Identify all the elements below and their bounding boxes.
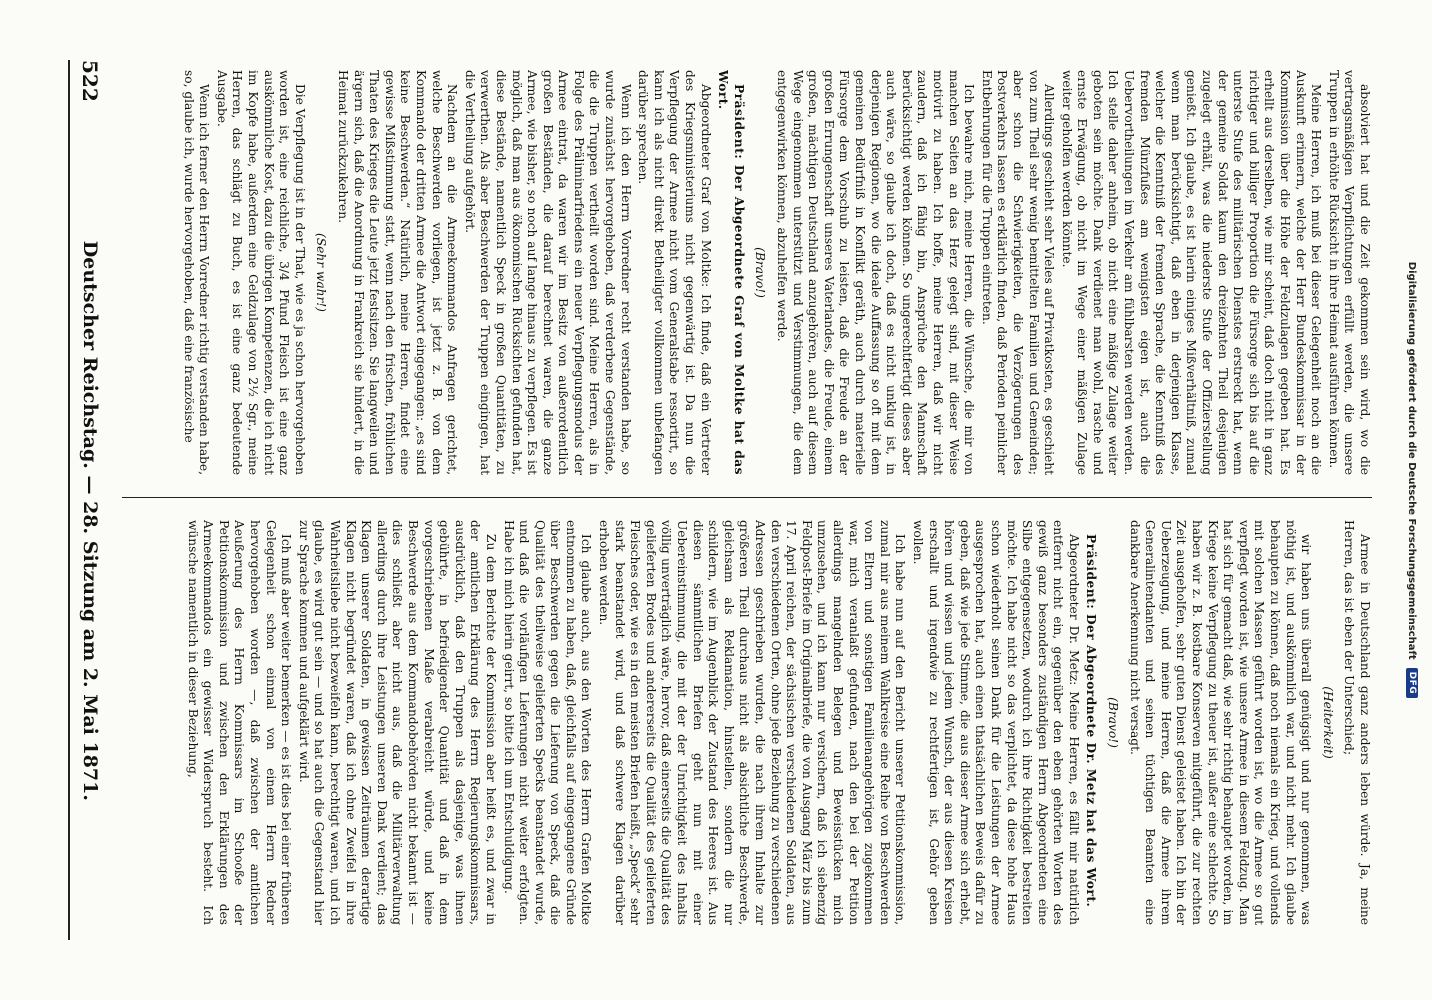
dfg-logo: DFG [1406, 668, 1418, 699]
paragraph: Abgeordneter Dr. Metz: Meine Herren, es fällt mir natürlich entfernt nicht ein, gegenüber den eben gehörten Worten des gewiß ganz besonders zuständigen Herrn Abgeordneten eine Silbe entgegensetzen, wodurch ich ihre Richtigkeit bestreiten möchte. Ich habe nicht so das verplichtet, da diese hohe Haus schon wiederholt seinen Dank für die Leistungen der Armee ausgesprochen hat, auch einen thatsächlichen Beweis dafür zu geben, daß wie jede Stimme, die aus dieser Armee sich erhebt, hören und wissen und jedem Wunsch, der aus diesen Kreisen erschallt und irgendwie zu rechtfertigen ist, Gehör geben wollen. [910, 520, 1081, 925]
column-divider [122, 497, 1372, 498]
laughter-note: (Heiterkeit) [1320, 686, 1335, 759]
applause-note: (Bravo!) [1106, 697, 1121, 748]
page-title: Deutscher Reichstag. — 28. Sitzung am 2. Mai 1871. [79, 240, 101, 801]
paragraph: Ich glaube auch, aus den Worten des Herrn Grafen Moltke entnommen zu haben, daß, gleichfalls auf eingegangene Gründe über Beschwerden gegen die Lieferung von Speck, daß die Qualität des theilweise gelieferten Specks beanstandet wurde, und daß die vorläufigen Lieferungen nicht weiter erfolgten. Habe ich mich hierin geirrt, so bitte ich um Entschuldigung. [501, 520, 594, 925]
paragraph: Ich bewahre mich, meine Herren, die Wünsche, die mir von manchen Seiten an das Herz gelegt sind, mit dieser Weise motivirt zu haben. Ich hoffe, meine Herren, daß wir nicht zaudern, daß ich fähig bin, Ansprüche den Mannschaft berücksichtigt werden können. So ungerechtfertigt dieses aber auch wäre, so glaube ich doch, daß es nicht unklug ist, in derjenigen Regionen, wo die ideale Auffassung so oft mit dem gemeinen Bedürfniß in Konflikt geräth, auch durch materielle Fürsorge dem Vorschub zu leisten, daß die Freude an der großen Errungenschaft unseres Vaterlandes, die Freude, einem großen, mächtigen Deutschland anzugehören, auch auf diesem Wege eingenommen unterstützt und Verstimmungen, die dem entgegenwirken können, abzuhelfen werde. [775, 70, 977, 475]
digitization-text: Digitalisierung gefördert durch die Deutsche Forschungsgemeinschaft [1406, 261, 1418, 660]
applause-note: (Bravo!) [753, 247, 768, 298]
paragraph: Die Verpflegung ist in der That, wie es ja schon hervorgehoben worden ist, eine reichliche, 3/4 Pfund Fleisch ist eine ganz auskömmliche Kost, dazu die übrigen Kompetenzen, die ich nicht im Kopfe habe, außerdem eine Geldzulage von 2½ Sgr., meine Herren, das schlägt zu Buch, es ist eine ganz bedeutende Ausgabe. [214, 70, 307, 475]
right-column [122, 520, 1372, 925]
paragraph: Allerdings geschieht sehr Vieles auf Privatkosten, es geschieht von zum Theil sehr wenig bemittelten Familien und Gemeinden; aber schon die Schwierigkeiten, die Verzögerungen des Postverkehrs lassen es erklärlich finden, daß Perioden peinlicher Entbehrungen für die Truppen eintreten. [979, 70, 1057, 475]
page-header [68, 60, 110, 940]
paragraph: absolviert hat und die Zeit gekommen sein wird, wo die vertragsmäßigen Verpflichtungen erfüllt werden, die unsere Truppen in erhöhte Rücksicht in ihre Heimat ausführen können. [1326, 70, 1372, 475]
speaker-line: Präsident: Der Abgeordnete Graf von Moltke hat das Wort. [716, 70, 746, 475]
speaker-line: Präsident: Der Abgeordnete Dr. Metz hat das Wort. [1084, 534, 1099, 908]
interjection-note: (Sehr wahr!) [314, 233, 329, 312]
paragraph: Abgeordneter Graf von Moltke: Ich finde, daß ein Vertreter des Kriegsministeriums nicht gegenwärtig ist. Da nun die Verpflegung der Armee nicht vom Generalstabe ressortirt, so kann ich als nicht direkt Betheiligter vollkommen unbefangen darüber sprechen. [636, 70, 713, 475]
page-number: 522 [78, 60, 102, 102]
paragraph: Ich habe nun auf den Bericht unserer Petitionskommission, zumal mir aus meinem Wahlkreise eine Reihe von Beschwerden von Eltern und sonstigen Familienangehörigen zugekommen war, mich veranlaßt gefunden, nach den bei der Petition allerdings mangelnden Belegen und Beweisstücken mich umzusehen, und ich kann nur versichern, daß ich siebenzig Feldpost-Briefe im Originalbriefe, die von Ausgang März bis zum 17. April reichen, der sächsischen verschiedenen Soldaten, aus den verschiedenen Orten, ohne jede Beziehung zu verschiedenen Adressen geschrieben wurden, die nach ihrem Inhalte zur größeren Theil durchaus nicht als absichtliche Beschwerde, gleichsam als Reklamation, hinstellen, sondern die nur schildern, wie im Augenblick der Zustand des Heeres ist. Aus diesen sämmtlichen Briefen geht nun mit einer Uebereinstimmung, die mit der der Unrichtigkeit des Inhalts völlig unverträglich wäre, hervor, daß einerseits die Qualität des gelieferten Brodes und andererseits die Qualität des gelieferten Fleisches oder, wie es in den meisten Briefen heißt, „Speck“ sehr stark beanstandet wird, und daß schwere Klagen darüber erhoben werden. [597, 520, 908, 925]
digitization-note [1400, 30, 1424, 930]
paragraph: Ich muß aber weiter bemerken — es ist dies bei einer früheren Gelegenheit schon einmal von einem Herrn Redner hervorgehoben worden —, daß zwischen der amtlichen Aeußerung des Herrn Kommissars im Schooße der Petitionskommission und zwischen den Erklärungen des Armeekommandos ein gewisser Widerspruch besteht. Ich wünsche namentlich in dieser Beziehung, [185, 520, 294, 925]
paragraph: Zu dem Berichte der Kommission aber heißt es, und zwar in der amtlichen Erklärung des Herrn Regierungskommissars, ausdrücklich, daß den Truppen als dasjenige, was ihnen gebührte, in befriedigender Quantität und daß in dem vorgeschriebenen Maße verabreicht würde, und keine Beschwerde aus dem Kommandobehörden nicht bekannt ist — dies schließt aber nicht aus, daß die Militärverwaltung allerdings durch ihre Leistungen unseren Dank verdient; das Klagen unserer Soldaten, in gewissen Zeiträumen derartige Klagen nicht begründet waren, daß ich ohne Zweifel in ihre Wahrheitsliebe nicht bezweifeln kann, berechtigt waren, und ich glaube, es wird gut sein — und so hat auch die Gegenstand hier zur Sprache kommen und aufgeklärt wird. [296, 520, 498, 925]
paragraph: Wenn ich ferner den Herrn Vorredner richtig verstanden habe, so, glaube ich, wurde hervorgehoben, daß eine französische [181, 70, 212, 475]
paragraph: Nachdem an die Armeekommandos Anfragen gerichtet, welche Beschwerden vorliegen, ist jetzt z. B. von dem Kommando der dritten Armee die Antwort eingegangen: „es sind keine Beschwerden.“ Natürlich, meine Herren, findet eine gewisse Mißstimmung statt, wenn nach den frischen, fröhlichen Thaten des Krieges die Leute jetzt festsitzen. Sie langweilen und ärgern sich, daß die Anordnung in Frankreich sie hindert, in die Heimat zurückzukehren. [336, 70, 460, 475]
paragraph: Meine Herren, ich muß bei dieser Gelegenheit noch an die Auskunft erinnern, welche der Herr Bundeskommissar in der Kommission über die Höhe der Feldzulagen gegeben hat. Es erhellt aus derselben, wie mir scheint, daß doch nicht in ganz richtiger und billiger Proportion die Fürsorge sich bis auf die unterste Stufe des militärischen Dienstes erstreckt hat, wenn der gemeine Soldat kaum den dreizehnten Theil desjenigen zugelegt erhält, was die niederste Stufe der Offizierstellung genießt. Ich glaube, es ist hierin einiges Mißverhältniß, zumal wenn man berücksichtigt, daß eben in derjenigen Klasse, welcher die Kenntniß der fremden Sprache, die Kenntniß des fremden Münzfußes am wenigsten eigen ist, auch die Uebervortheilungen im Verkehr am fühlbarsten werden werden. Ich stelle daher anheim, ob nicht eine mäßige Zulage weiter geboten sein möchte. Dank verdienet man wohl, rasche und ernste Erwägung, ob nicht im Wege einer mäßigen Zulage weiter geholfen werden könnte. [1059, 70, 1324, 475]
paragraph: wir haben uns überall genügsigt und nur genommen, was nöthig ist, und auskömmlich war, und nicht mehr. Ich glaube behaupten zu können, daß noch niemals ein Krieg, und vollends mit solchen Massen geführt worden ist, wo die Armee so gut verpflegt worden ist, wie unsere Armee in diesem Feldzug. Man hat sich für gemacht daß, wie sehr richtig behauptet worden, im Kriege keine Verpflegung zu theuer ist, außer eine schlechte. So haben wir z. B. kostbare Konserven mitgeführt, die zur rechten Zeit ausgeholfen, sehr guten Dienst geleistet haben. Ich bin der Ueberzeugung, und meine Herren, daß die Armee ihrem Generalintendanten und seinen tüchtigen Beamten eine dankbare Anerkennung nicht versagt. [1127, 520, 1314, 925]
left-column [122, 70, 1372, 475]
paragraph: Armee in Deutschland ganz anders leben würde. Ja, meine Herren, das ist eben der Unterschied; [1342, 520, 1372, 925]
paragraph: Wenn ich den Herrn Vorredner recht verstanden habe, so wurde zunächst hervorgehoben, daß verderbene Gegenstände, die die Truppen vertheilt worden sind. Meine Herren, als in Folge des Präliminarfriedens ein neuer Verpflegungsmodus der Armee eintrat, da waren wir im Besitz von außerordentlich großen Beständen, die darauf berechnet waren, die ganze Armee, wie bisher, so noch auf lange hinaus zu verpflegen. Es ist möglich, daß man aus ökonomischen Rücksichten gefunden hat, diese Bestände, namentlich Speck in großen Quantitäten, zu verwerthen. Als aber Beschwerden der Truppen eingingen, hat die Vertheilung aufgehört. [462, 70, 633, 475]
